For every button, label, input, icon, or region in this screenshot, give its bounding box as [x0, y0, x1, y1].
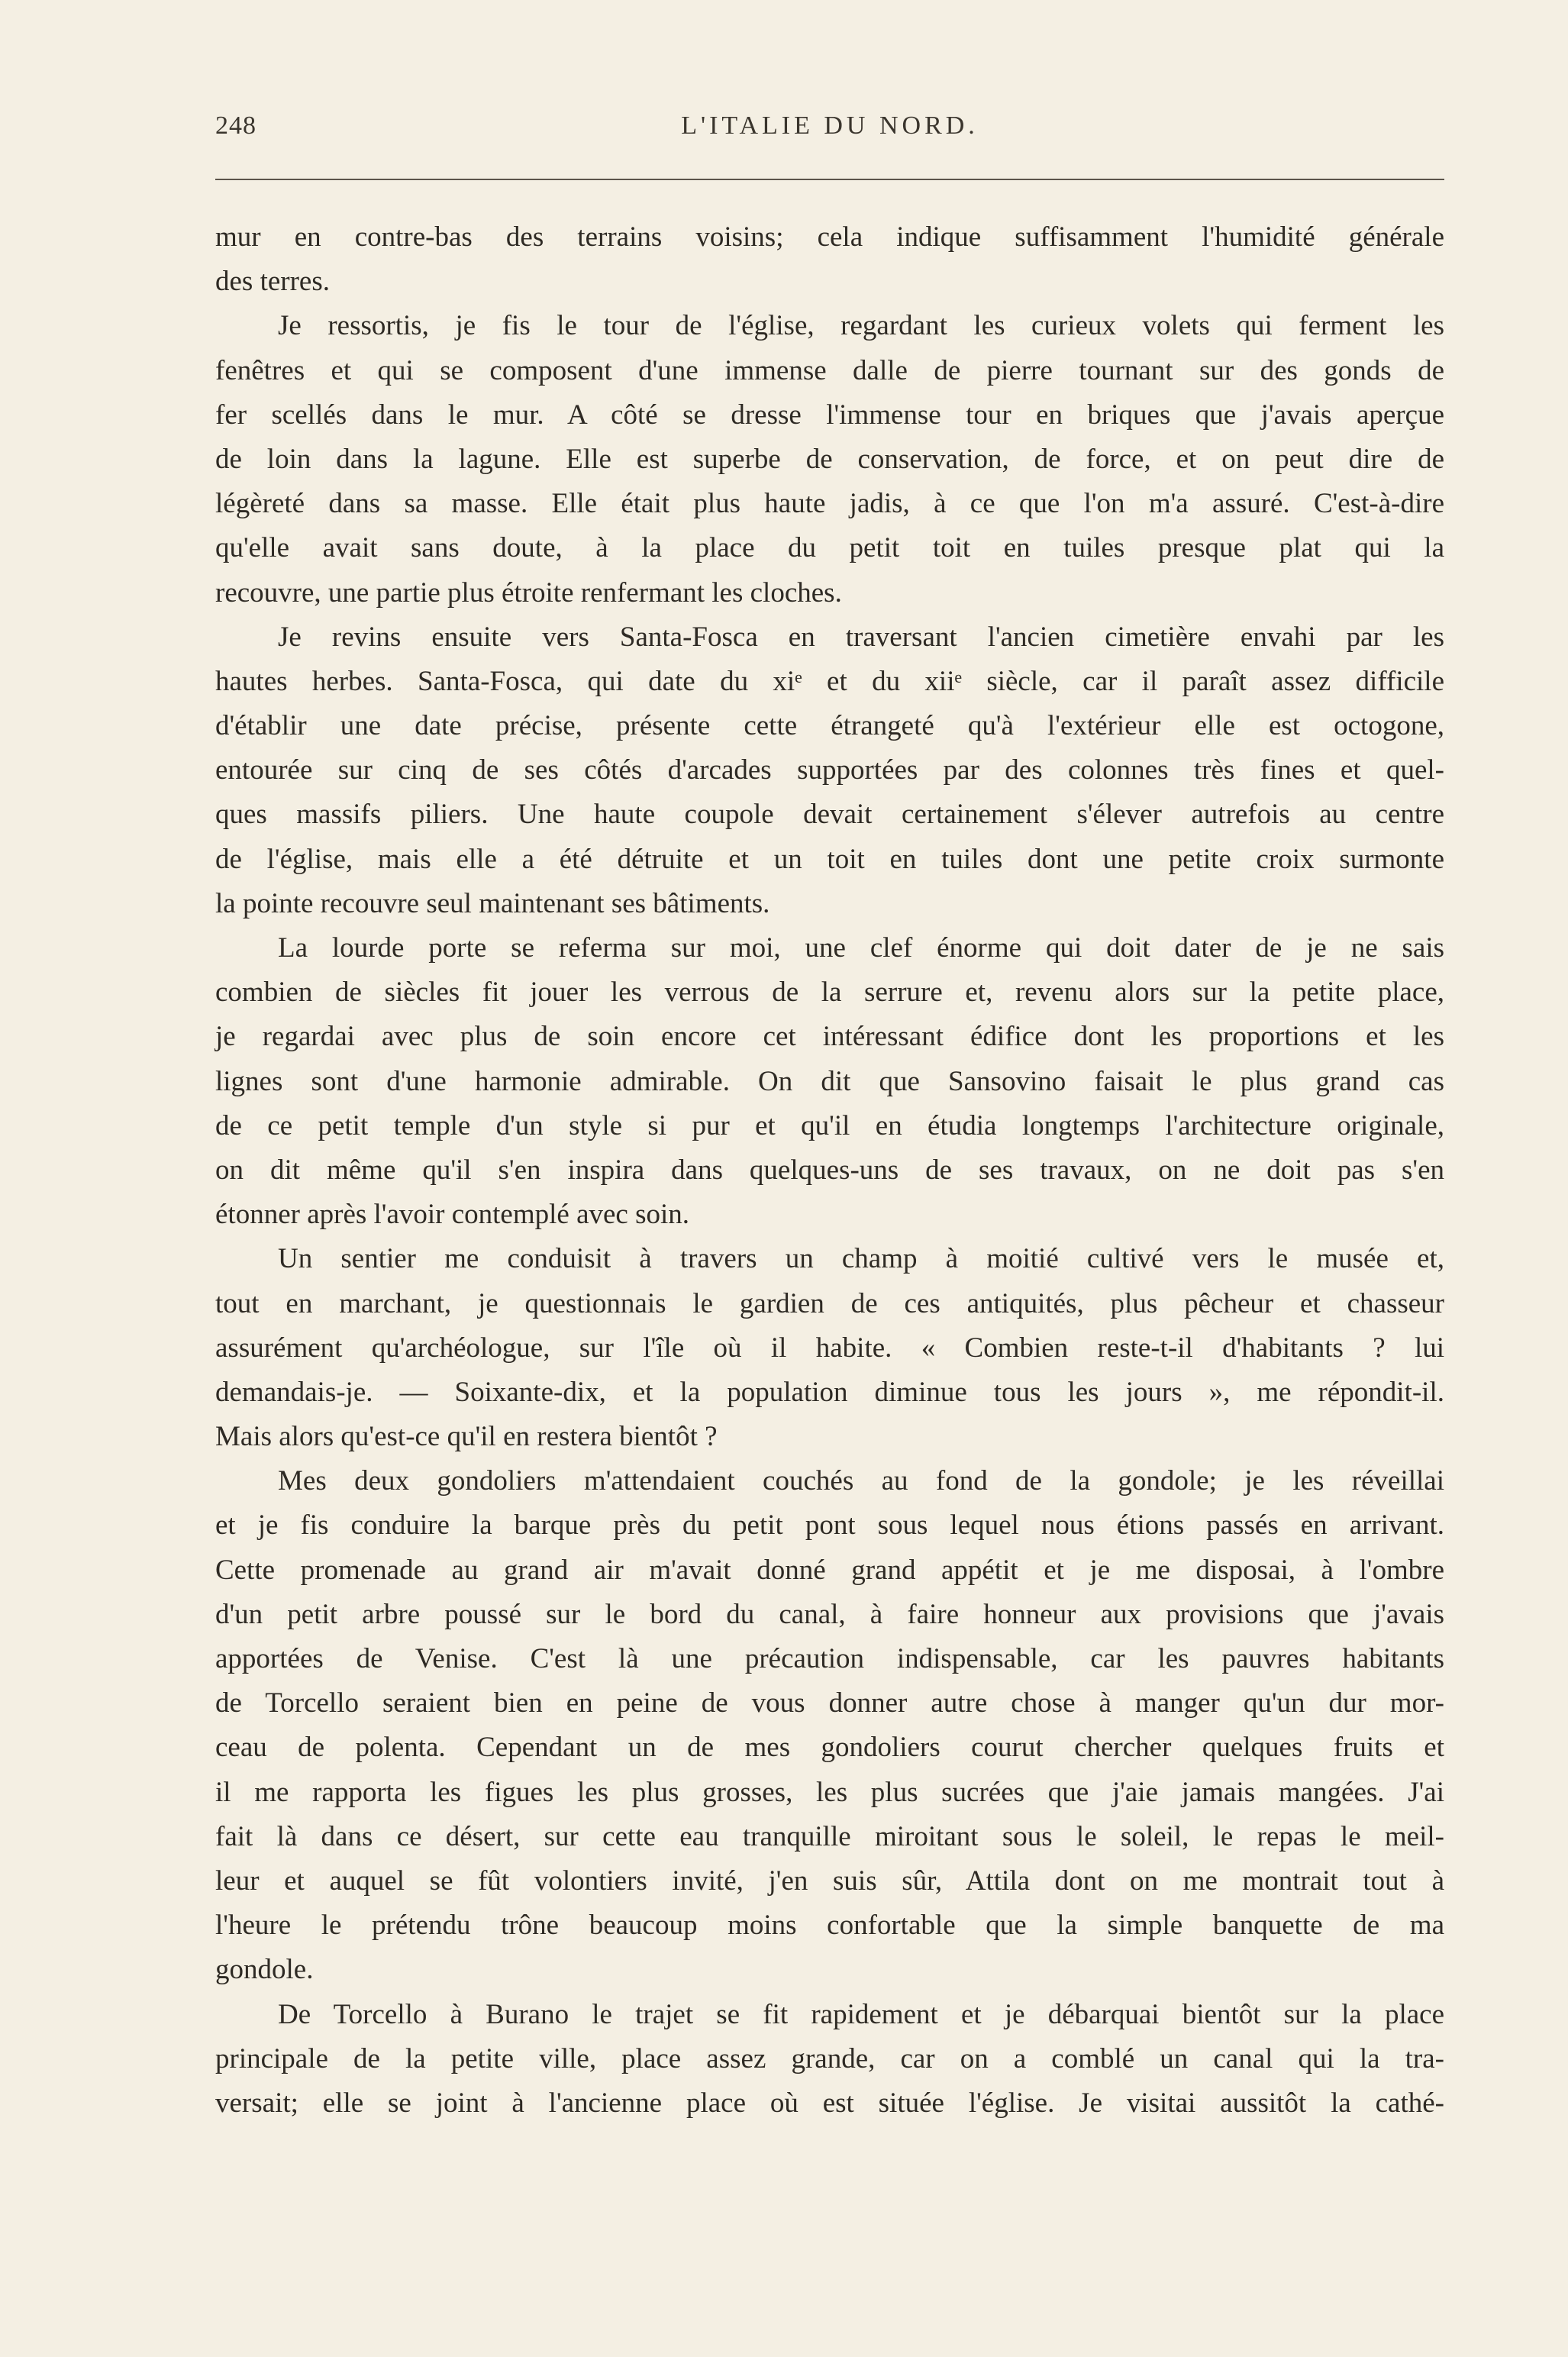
text-line: on dit même qu'il s'en inspira dans quelques-uns de ses travaux, on ne doit pas s'en	[215, 1154, 1444, 1186]
running-head	[215, 111, 1444, 150]
text-line: l'heure le prétendu trône beaucoup moins confortable que la simple banquette de ma	[215, 1910, 1444, 1942]
text-line: et je fis conduire la barque près du petit pont sous lequel nous étions passés en arrivant.	[215, 1509, 1444, 1542]
paragraph-first-line: La lourde porte se referma sur moi, une clef énorme qui doit dater de je ne sais	[278, 932, 1444, 964]
text-line: demandais-je. — Soixante-dix, et la population diminue tous les jours », me répondit-il.	[215, 1376, 1444, 1408]
text-line: d'établir une date précise, présente cette étrangeté qu'à l'extérieur elle est octogone,	[215, 710, 1444, 742]
text-line: ceau de polenta. Cependant un de mes gondoliers courut chercher quelques fruits et	[215, 1732, 1444, 1764]
text-line: entourée sur cinq de ses côtés d'arcades supportées par des colonnes très fines et quel-	[215, 754, 1444, 786]
text-line: fait là dans ce désert, sur cette eau tranquille miroitant sous le soleil, le repas le meil-	[215, 1820, 1444, 1852]
text-line: il me rapporta les figues les plus grosses, les plus sucrées que j'aie jamais mangées. J'ai	[215, 1776, 1444, 1808]
text-line: apportées de Venise. C'est là une précaution indispensable, car les pauvres habitants	[215, 1643, 1444, 1674]
text-line: lignes sont d'une harmonie admirable. On dit que Sansovino faisait le plus grand cas	[215, 1065, 1444, 1097]
text-line: des terres.	[215, 266, 330, 298]
header-rule	[215, 179, 1444, 180]
text-line: je regardai avec plus de soin encore cet intéressant édifice dont les proportions et les	[215, 1021, 1444, 1053]
text-line: légèreté dans sa masse. Elle était plus haute jadis, à ce que l'on m'a assuré. C'est-à-dire	[215, 488, 1444, 520]
page-number: 248	[215, 111, 256, 140]
text-line: Mais alors qu'est-ce qu'il en restera bientôt ?	[215, 1421, 718, 1453]
paragraph-first-line: De Torcello à Burano le trajet se fit rapidement et je débarquai bientôt sur la place	[278, 1998, 1444, 2030]
text-line: de Torcello seraient bien en peine de vous donner autre chose à manger qu'un dur mor-	[215, 1687, 1444, 1719]
text-line: hautes herbes. Santa-Fosca, qui date du xiᵉ et du xiiᵉ siècle, car il paraît assez difficile	[215, 665, 1444, 697]
text-line: étonner après l'avoir contemplé avec soin.	[215, 1199, 690, 1231]
paragraph-first-line: Un sentier me conduisit à travers un champ à moitié cultivé vers le musée et,	[278, 1243, 1444, 1275]
text-line: la pointe recouvre seul maintenant ses bâtiments.	[215, 887, 770, 919]
text-line: d'un petit arbre poussé sur le bord du canal, à faire honneur aux provisions que j'avais	[215, 1598, 1444, 1630]
body-text	[215, 215, 1444, 2126]
text-line: qu'elle avait sans doute, à la place du petit toit en tuiles presque plat qui la	[215, 532, 1444, 564]
text-line: tout en marchant, je questionnais le gardien de ces antiquités, plus pêcheur et chasseur	[215, 1287, 1444, 1319]
paragraph-first-line: Mes deux gondoliers m'attendaient couchés au fond de la gondole; je les réveillai	[278, 1465, 1444, 1497]
text-line: recouvre, une partie plus étroite renfermant les cloches.	[215, 576, 842, 609]
paragraph-first-line: Je revins ensuite vers Santa-Fosca en traversant l'ancien cimetière envahi par les	[278, 621, 1444, 653]
text-line: versait; elle se joint à l'ancienne place où est située l'église. Je visitai aussitôt la cathé-	[215, 2087, 1444, 2119]
text-line: leur et auquel se fût volontiers invité, j'en suis sûr, Attila dont on me montrait tout à	[215, 1865, 1444, 1897]
text-line: mur en contre-bas des terrains voisins; cela indique suffisamment l'humidité générale	[215, 221, 1444, 253]
text-line: fenêtres et qui se composent d'une immense dalle de pierre tournant sur des gonds de	[215, 354, 1444, 386]
text-line: Cette promenade au grand air m'avait donné grand appétit et je me disposai, à l'ombre	[215, 1554, 1444, 1586]
text-line: fer scellés dans le mur. A côté se dresse l'immense tour en briques que j'avais aperçue	[215, 399, 1444, 431]
running-title: L'ITALIE DU NORD.	[681, 111, 979, 140]
paragraph-first-line: Je ressortis, je fis le tour de l'église, regardant les curieux volets qui ferment les	[278, 310, 1444, 342]
text-line: de loin dans la lagune. Elle est superbe de conservation, de force, et on peut dire de	[215, 443, 1444, 475]
text-line: principale de la petite ville, place assez grande, car on a comblé un canal qui la tra-	[215, 2042, 1444, 2074]
text-line: assurément qu'archéologue, sur l'île où il habite. « Combien reste-t-il d'habitants ? lui	[215, 1332, 1444, 1364]
text-line: gondole.	[215, 1954, 314, 1986]
text-line: de ce petit temple d'un style si pur et qu'il en étudia longtemps l'architecture originale,	[215, 1109, 1444, 1141]
text-line: combien de siècles fit jouer les verrous de la serrure et, revenu alors sur la petite place,	[215, 977, 1444, 1009]
text-line: ques massifs piliers. Une haute coupole devait certainement s'élever autrefois au centre	[215, 799, 1444, 831]
text-line: de l'église, mais elle a été détruite et un toit en tuiles dont une petite croix surmonte	[215, 843, 1444, 875]
